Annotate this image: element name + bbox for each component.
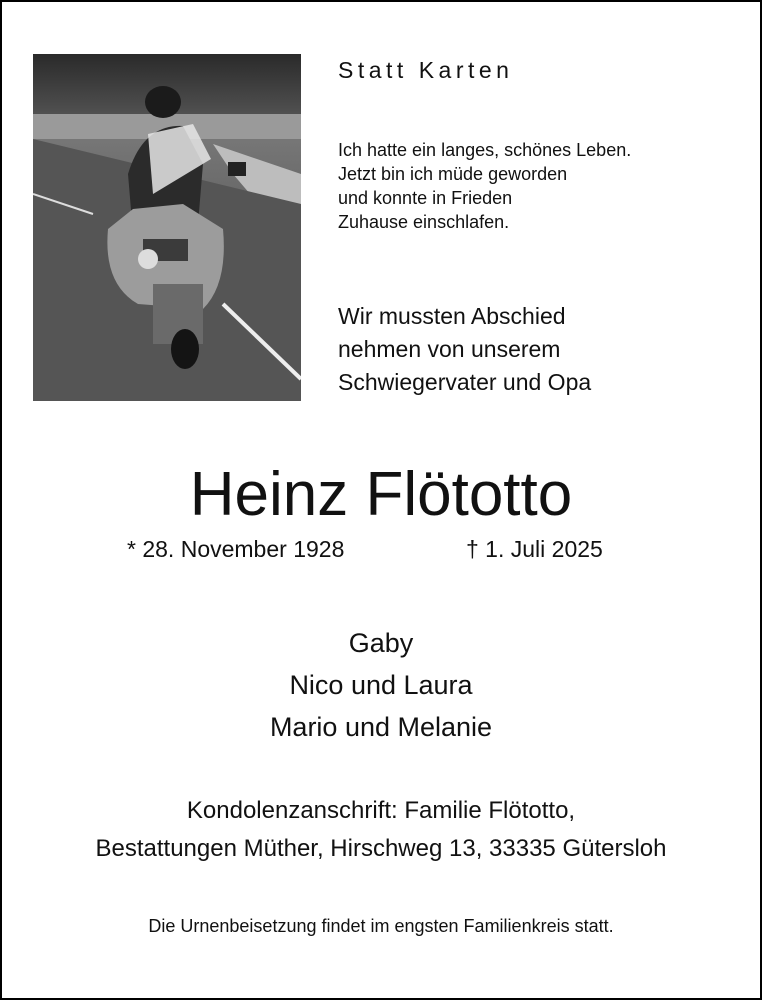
family-members: [2, 622, 760, 748]
verse-line: Ich hatte ein langes, schönes Leben.: [338, 140, 632, 160]
family-line: Nico und Laura: [289, 670, 473, 700]
verse-line: Jetzt bin ich müde geworden: [338, 164, 568, 184]
deceased-name: Heinz Flötotto: [189, 460, 573, 529]
farewell-line: Wir mussten Abschied: [338, 303, 566, 329]
verse-text: [338, 138, 631, 234]
verse-line: Zuhause einschlafen.: [338, 212, 510, 232]
farewell-line: nehmen von unserem: [338, 336, 561, 362]
family-line: Mario und Melanie: [269, 712, 493, 742]
burial-note: Die Urnenbeisetzung findet im engsten Familienkreis statt.: [148, 916, 614, 936]
motorcycle-rider-photo: [33, 54, 301, 401]
statt-karten-heading: Statt Karten: [338, 57, 514, 83]
farewell-text: [338, 300, 591, 399]
death-date: † 1. Juli 2025: [466, 536, 603, 562]
birth-date: * 28. November 1928: [127, 536, 345, 562]
contact-line: Bestattungen Müther, Hirschweg 13, 33335 Gütersloh: [95, 835, 667, 862]
verse-line: und konnte in Frieden: [338, 188, 513, 208]
contact-line: Kondolenzanschrift: Familie Flötotto,: [186, 797, 576, 824]
farewell-line: Schwiegervater und Opa: [338, 369, 592, 395]
condolence-address: [2, 792, 760, 868]
family-line: Gaby: [348, 628, 414, 658]
